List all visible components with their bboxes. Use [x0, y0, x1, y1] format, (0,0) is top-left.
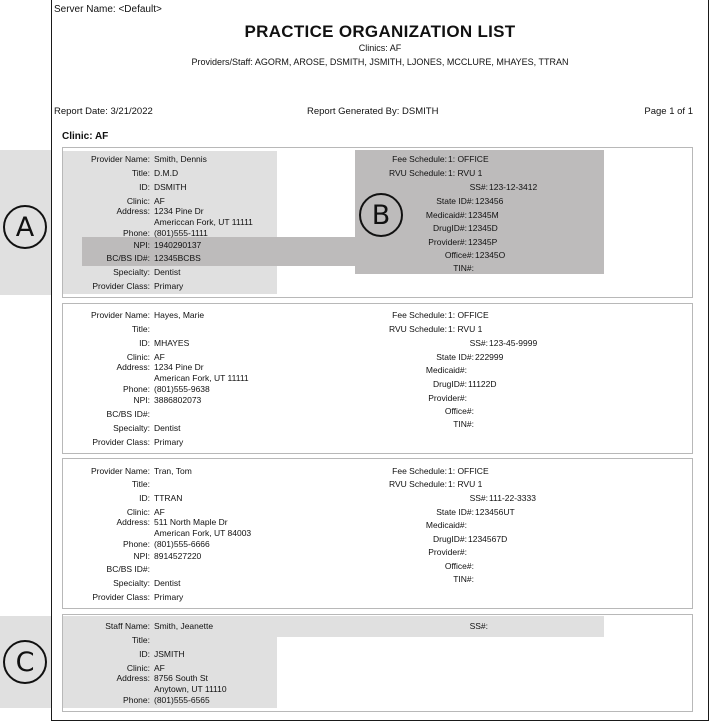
provider-class: Primary: [154, 437, 184, 447]
field-label: Phone:: [123, 539, 150, 549]
field-label: Fee Schedule:: [392, 310, 447, 320]
staff-name: Smith, Jeanette: [154, 621, 214, 631]
field-label: Clinic:: [126, 352, 150, 362]
field-label: Provider Class:: [92, 281, 150, 291]
field-label: NPI:: [133, 395, 150, 405]
field-label: Fee Schedule:: [392, 154, 447, 164]
field-label: ID:: [139, 493, 150, 503]
provider-class: Primary: [154, 281, 184, 291]
provider-phone: (801)555-1111: [154, 228, 208, 238]
field-label: NPI:: [133, 551, 150, 561]
provider-address-1: 1234 Pine Dr: [154, 362, 204, 372]
field-label: Address:: [116, 673, 150, 683]
field-label: ID:: [139, 649, 150, 659]
field-label: Office#:: [444, 561, 474, 571]
field-label: Address:: [116, 362, 150, 372]
staff-phone: (801)555-6565: [154, 695, 210, 705]
provider-phone: (801)555-9638: [154, 384, 210, 394]
provider-class: Primary: [154, 592, 184, 602]
providers-filter: Providers/Staff: AGORM, AROSE, DSMITH, JSMITH, LJONES, MCCLURE, MHAYES, TTRAN: [191, 57, 569, 67]
field-label: Staff Name:: [105, 621, 150, 631]
provider-clinic: AF: [154, 507, 165, 517]
state-id: 123456: [475, 196, 504, 206]
field-label: BC/BS ID#:: [106, 253, 150, 263]
provider-id: MHAYES: [154, 338, 190, 348]
drug-id: 1234567D: [468, 534, 508, 544]
fee-schedule: 1: OFFICE: [448, 310, 489, 320]
field-label: State ID#:: [436, 352, 474, 362]
clinics-filter: Clinics: AF: [358, 43, 402, 53]
field-label: Medicaid#:: [425, 365, 467, 375]
provider-name: Hayes, Marie: [154, 310, 205, 320]
report-title: PRACTICE ORGANIZATION LIST: [244, 22, 516, 41]
field-label: SS#:: [469, 182, 488, 192]
field-label: Office#:: [444, 406, 474, 416]
field-label: Title:: [131, 168, 150, 178]
field-label: TIN#:: [453, 419, 474, 429]
field-label: Medicaid#:: [425, 210, 467, 220]
provider-address-1: 1234 Pine Dr: [154, 206, 204, 216]
field-label: Phone:: [123, 228, 150, 238]
field-label: Provider Name:: [90, 310, 150, 320]
provider-address-2: American Fork, UT 84003: [154, 528, 252, 538]
field-label: SS#:: [469, 338, 488, 348]
rvu-schedule: 1: RVU 1: [448, 479, 483, 489]
field-label: ID:: [139, 182, 150, 192]
field-label: RVU Schedule:: [389, 324, 447, 334]
state-id: 222999: [475, 352, 504, 362]
field-label: Clinic:: [126, 663, 150, 673]
field-label: Title:: [131, 324, 150, 334]
field-label: SS#:: [469, 493, 488, 503]
field-label: Specialty:: [113, 578, 150, 588]
provider-id: TTRAN: [154, 493, 183, 503]
field-label: Clinic:: [126, 196, 150, 206]
field-label: TIN#:: [453, 574, 474, 584]
provider-number: 12345P: [468, 237, 498, 247]
provider-npi: 1940290137: [154, 240, 202, 250]
rvu-schedule: 1: RVU 1: [448, 168, 483, 178]
provider-specialty: Dentist: [154, 423, 181, 433]
provider-clinic: AF: [154, 352, 165, 362]
field-label: TIN#:: [453, 263, 474, 273]
field-label: BC/BS ID#:: [106, 409, 150, 419]
provider-id: DSMITH: [154, 182, 187, 192]
field-label: Provider Name:: [90, 466, 150, 476]
field-label: RVU Schedule:: [389, 168, 447, 178]
field-label: DrugID#:: [432, 534, 467, 544]
page-number: Page 1 of 1: [644, 106, 693, 117]
field-label: BC/BS ID#:: [106, 564, 150, 574]
provider-address-2: American Fork, UT 11111: [154, 373, 249, 383]
drug-id: 12345D: [468, 223, 498, 233]
provider-name: Tran, Tom: [154, 466, 192, 476]
field-label: DrugID#:: [432, 223, 467, 233]
field-label: Provider#:: [428, 547, 467, 557]
ss-number: 123-45-9999: [489, 338, 538, 348]
staff-clinic: AF: [154, 663, 165, 673]
state-id: 123456UT: [475, 507, 515, 517]
field-label: Provider Name:: [90, 154, 150, 164]
field-label: Fee Schedule:: [392, 466, 447, 476]
field-label: Provider#:: [428, 237, 467, 247]
field-label: Specialty:: [113, 267, 150, 277]
provider-name: Smith, Dennis: [154, 154, 207, 164]
field-label: Phone:: [123, 384, 150, 394]
field-label: Provider#:: [428, 393, 467, 403]
provider-npi: 3886802073: [154, 395, 202, 405]
field-label: Office#:: [444, 250, 474, 260]
staff-address-2: Anytown, UT 11110: [154, 684, 227, 694]
provider-title: D.M.D: [154, 168, 179, 178]
field-label: Phone:: [123, 695, 150, 705]
field-label: SS#:: [469, 621, 488, 631]
field-label: DrugID#:: [432, 379, 467, 389]
fee-schedule: 1: OFFICE: [448, 154, 489, 164]
fee-schedule: 1: OFFICE: [448, 466, 489, 476]
provider-specialty: Dentist: [154, 578, 181, 588]
report-date: Report Date: 3/21/2022: [54, 106, 153, 117]
field-label: Title:: [131, 635, 150, 645]
field-label: NPI:: [133, 240, 150, 250]
drug-id: 11122D: [468, 379, 497, 389]
provider-address-1: 511 North Maple Dr: [154, 517, 228, 527]
field-label: Clinic:: [126, 507, 150, 517]
field-label: Provider Class:: [92, 592, 150, 602]
rvu-schedule: 1: RVU 1: [448, 324, 483, 334]
provider-bcbs: 12345BCBS: [154, 253, 201, 263]
field-label: RVU Schedule:: [389, 479, 447, 489]
office-number: 12345O: [475, 250, 506, 260]
provider-clinic: AF: [154, 196, 165, 206]
staff-address-1: 8756 South St: [154, 673, 208, 683]
clinic-heading: Clinic: AF: [62, 131, 109, 142]
provider-phone: (801)555-6666: [154, 539, 210, 549]
ss-number: 111-22-3333: [489, 493, 536, 503]
field-label: Specialty:: [113, 423, 150, 433]
field-label: Medicaid#:: [425, 520, 467, 530]
provider-address-2: Americcan Fork, UT 11111: [154, 217, 253, 227]
callout-marker-a: A: [3, 205, 47, 249]
callout-marker-c: C: [3, 640, 47, 684]
field-label: Address:: [116, 517, 150, 527]
medicaid-number: 12345M: [468, 210, 499, 220]
field-label: Title:: [131, 479, 150, 489]
provider-specialty: Dentist: [154, 267, 181, 277]
callout-marker-b: B: [359, 193, 403, 237]
field-label: State ID#:: [436, 196, 474, 206]
staff-id: JSMITH: [154, 649, 185, 659]
field-label: Address:: [116, 206, 150, 216]
ss-number: 123-12-3412: [489, 182, 538, 192]
field-label: State ID#:: [436, 507, 474, 517]
field-label: Provider Class:: [92, 437, 150, 447]
report-generated-by: Report Generated By: DSMITH: [307, 106, 439, 117]
server-name: Server Name: <Default>: [54, 4, 162, 15]
field-label: ID:: [139, 338, 150, 348]
provider-npi: 8914527220: [154, 551, 202, 561]
